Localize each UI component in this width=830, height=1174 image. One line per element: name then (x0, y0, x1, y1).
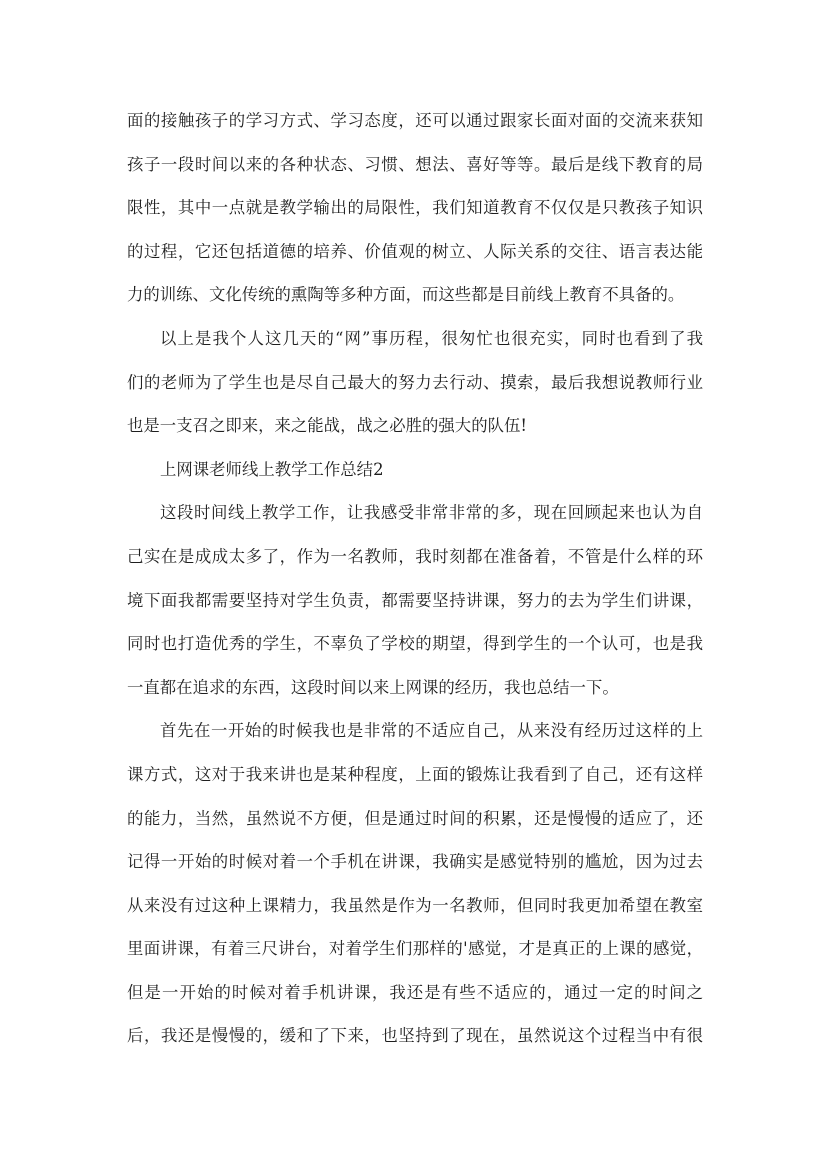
text-line: 记得一开始的时候对着一个手机在讲课，我确实是感觉特别的尴尬，因为过去 (127, 852, 703, 872)
text-line: 但是一开始的时候对着手机讲课，我还是有些不适应的，通过一定的时间之 (127, 982, 703, 1002)
text-line: 限性，其中一点就是教学输出的局限性，我们知道教育不仅仅是只教孩子知识 (127, 198, 703, 218)
text-line: 己实在是成成太多了，作为一名教师，我时刻都在准备着，不管是什么样的环 (127, 546, 703, 566)
text-line: 从来没有过这种上课精力，我虽然是作为一名教师，但同时我更加希望在教室 (127, 895, 703, 915)
text-line: 以上是我个人这几天的“网”事历程，很匆忙也很充实，同时也看到了我 (160, 328, 703, 348)
text-line: 一直都在追求的东西，这段时间以来上网课的经历，我也总结一下。 (127, 677, 619, 697)
text-line: 孩子一段时间以来的各种状态、习惯、想法、喜好等等。最后是线下教育的局 (127, 154, 703, 174)
text-line: 面的接触孩子的学习方式、学习态度，还可以通过跟家长面对面的交流来获知 (127, 111, 703, 130)
text-line: 这段时间线上教学工作，让我感受非常非常的多，现在回顾起来也认为自 (160, 503, 703, 523)
text-line: 后，我还是慢慢的，缓和了下来，也坚持到了现在，虽然说这个过程当中有很 (127, 1026, 703, 1046)
paragraph (127, 491, 703, 709)
text-line: 的过程，它还包括道德的培养、价值观的树立、人际关系的交往、语言表达能 (127, 241, 703, 261)
text-line: 力的训练、文化传统的熏陶等多种方面，而这些都是目前线上教育不具备的。 (127, 285, 685, 305)
paragraph (127, 99, 703, 317)
paragraph (127, 709, 703, 1058)
text-line: 们的老师为了学生也是尽自己最大的努力去行动、摸索，最后我想说教师行业 (127, 372, 703, 392)
section-heading: 上网课老师线上教学工作总结2 (160, 459, 384, 479)
text-line: 里面讲课，有着三尺讲台，对着学生们那样的'感觉，才是真正的上课的感觉， (127, 939, 703, 959)
text-line: 课方式，这对于我来讲也是某种程度，上面的锻炼让我看到了自己，还有这样 (127, 764, 703, 784)
text-line: 的能力，当然，虽然说不方便，但是通过时间的积累，还是慢慢的适应了，还 (127, 808, 703, 828)
text-line: 首先在一开始的时候我也是非常的不适应自己，从来没有经历过这样的上 (160, 721, 703, 741)
paragraph (127, 317, 703, 448)
text-line: 也是一支召之即来，来之能战，战之必胜的强大的队伍! (127, 416, 527, 436)
document-body (127, 99, 703, 1058)
text-line: 同时也打造优秀的学生，不辜负了学校的期望，得到学生的一个认可，也是我 (127, 634, 703, 654)
text-line: 境下面我都需要坚持对学生负责，都需要坚持讲课，努力的去为学生们讲课， (127, 590, 703, 610)
